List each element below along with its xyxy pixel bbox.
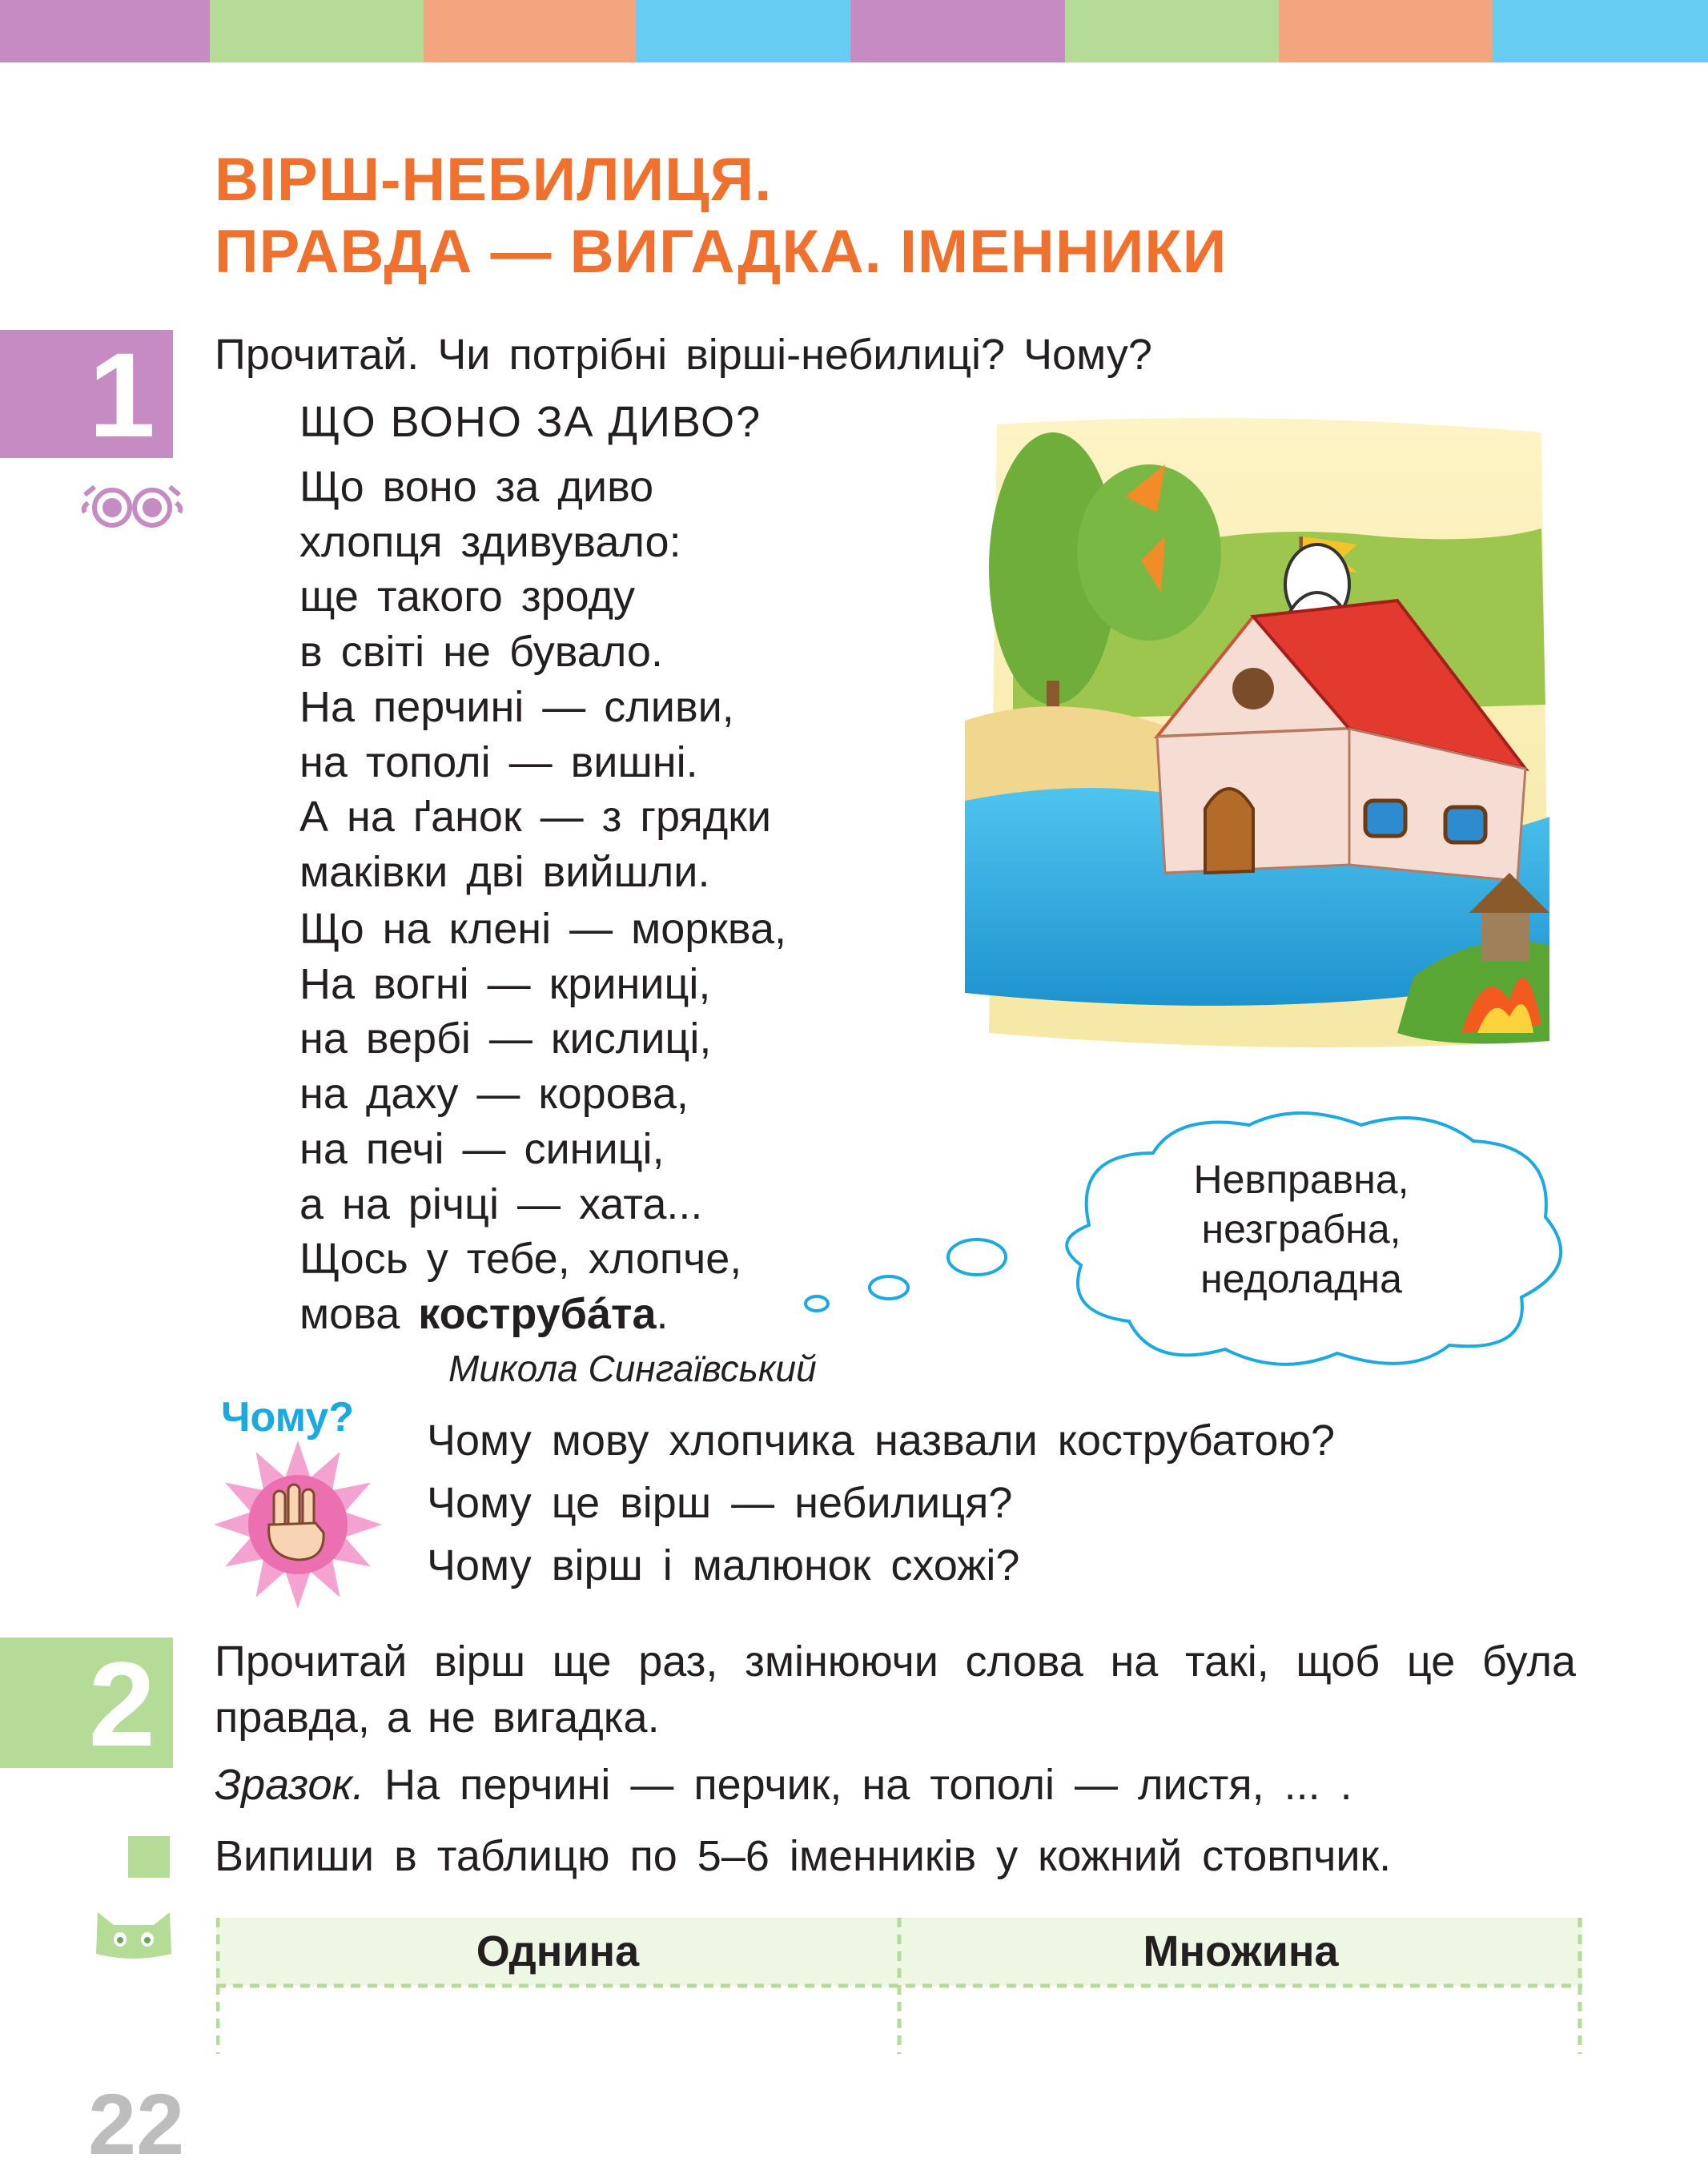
stripe (0, 0, 210, 62)
poem-line: на печі — синиці, (299, 1124, 665, 1173)
cat-icon (90, 1906, 178, 1962)
cloud-text (1181, 1155, 1421, 1304)
sample-text: На перчині — перчик, на тополі — листя, ... . (364, 1761, 1352, 1809)
why-questions (427, 1409, 1335, 1597)
poem-line: ще такого зроду (299, 573, 635, 621)
stripe (1493, 0, 1708, 62)
title-line-1: ВІРШ-НЕБИЛИЦЯ. (215, 146, 773, 214)
poem-title: ЩО ВОНО ЗА ДИВО? (299, 398, 762, 446)
cloud-line: незграбна, (1201, 1207, 1401, 1252)
poem-line: в світі не бувало. (299, 628, 663, 677)
question-item: Чому вірш і малюнок схожі? (427, 1541, 1020, 1589)
task3-instruction: Випиши в таблицю по 5–6 іменників у кожний стовпчик. (215, 1832, 1392, 1880)
poem-stanza-2 (299, 902, 786, 1342)
task1-instruction: Прочитай. Чи потрібні вірші-небилиці? Чому? (215, 331, 1152, 379)
poem-author: Микола Сингаївський (448, 1348, 817, 1389)
poem-line: маківки дві вийшли. (299, 847, 710, 896)
sample-label: Зразок. (215, 1761, 365, 1809)
task-number-2: 2 (0, 1638, 173, 1768)
page-number: 22 (88, 2076, 185, 2172)
question-item: Чому мову хлопчика назвали кострубатою? (427, 1417, 1336, 1465)
task-number-1: 1 (0, 330, 173, 458)
poem-line: Що на клені — морква, (299, 905, 787, 953)
poem-line: а на річці — хата... (299, 1179, 703, 1228)
stripe (424, 0, 636, 62)
poem-bold-word: кострубáта (418, 1289, 657, 1338)
poem-line: на тополі — вишні. (299, 737, 698, 786)
cloud-line: недоладна (1200, 1256, 1402, 1301)
poem-line: хлопця здивувало: (299, 517, 681, 566)
poem-stanza-1 (299, 460, 771, 900)
poem-line: Щось у тебе, хлопче, (299, 1235, 742, 1284)
cloud-line: Невправна, (1193, 1157, 1409, 1202)
poem-last-suffix: . (656, 1289, 669, 1338)
poem-line: А на ґанок — з грядки (299, 793, 772, 842)
poem-line: на даху — корова, (299, 1070, 689, 1119)
owl-eyes-icon (80, 477, 184, 533)
task-marker-square (128, 1836, 170, 1878)
stripe (850, 0, 1065, 62)
title-line-2: ПРАВДА — ВИГАДКА. ІМЕННИКИ (215, 218, 1228, 286)
poem-line: Що воно за диво (299, 463, 654, 511)
fable-illustration (965, 416, 1553, 1065)
stripe (636, 0, 850, 62)
poem-line: На вогні — криниці, (299, 959, 711, 1008)
table-header-singular: Однина (476, 1927, 640, 1975)
stripe (210, 0, 424, 62)
task2-sample (215, 1760, 1352, 1810)
poem-last-prefix: мова (299, 1289, 419, 1338)
table-header-plural: Множина (1143, 1927, 1339, 1975)
stripe (1279, 0, 1493, 62)
why-label: Чому? (221, 1394, 355, 1441)
page-title (215, 144, 1227, 288)
question-item: Чому це вірш — небилиця? (427, 1479, 1013, 1527)
three-fingers-flower-icon (210, 1437, 386, 1613)
poem-line: На перчині — сливи, (299, 682, 734, 731)
poem-last-line (299, 1287, 786, 1342)
stripe (1065, 0, 1279, 62)
poem-line: на вербі — кислиці, (299, 1015, 712, 1063)
task2-instruction: Прочитай вірш ще раз, змінюючи слова на такі, щоб це була правда, а не вигадка. (215, 1638, 1576, 1742)
